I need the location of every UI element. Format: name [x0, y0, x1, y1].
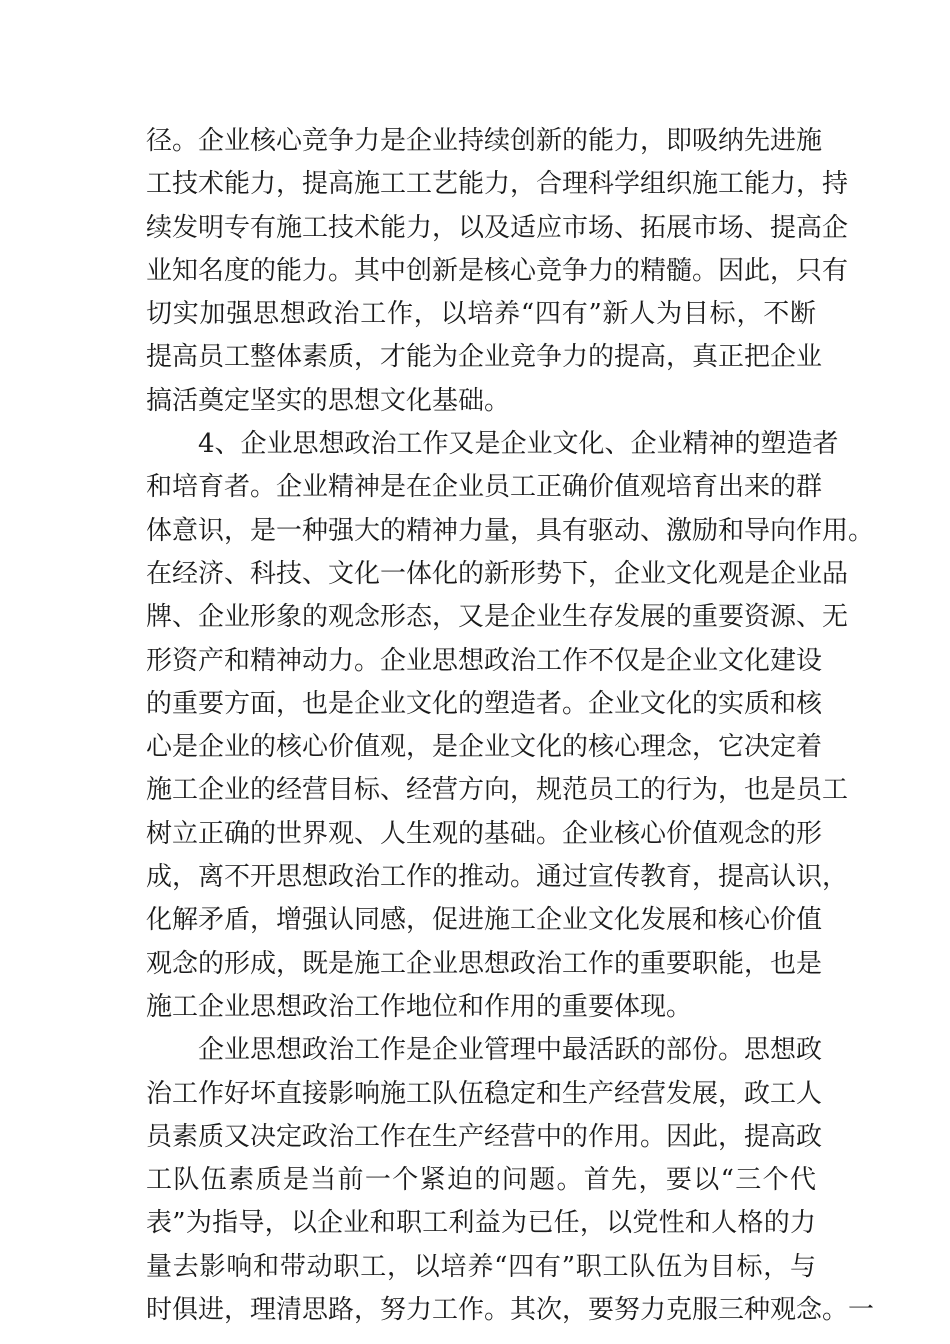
text-line: 工技术能力，提高施工工艺能力，合理科学组织施工能力，持 [146, 169, 849, 200]
text-line: 量去影响和带动职工，以培养“四有”职工队伍为目标，与 [146, 1251, 816, 1282]
text-line: 观念的形成，既是施工企业思想政治工作的重要职能，也是 [146, 948, 823, 979]
text-line: 牌、企业形象的观念形态，又是企业生存发展的重要资源、无 [146, 602, 849, 633]
text-line: 搞活奠定坚实的思想文化基础。 [146, 385, 511, 416]
document-body-text [146, 120, 875, 1332]
text-line: 切实加强思想政治工作，以培养“四有”新人为目标，不断 [146, 299, 816, 330]
text-line: 施工企业的经营目标、经营方向，规范员工的行为，也是员工 [146, 775, 849, 806]
text-line: 业知名度的能力。其中创新是核心竞争力的精髓。因此，只有 [146, 255, 849, 286]
text-line: 表”为指导，以企业和职工利益为已任，以党性和人格的力 [146, 1208, 816, 1239]
text-line: 工队伍素质是当前一个紧迫的问题。首先，要以“三个代 [146, 1165, 816, 1196]
text-line: 4、企业思想政治工作又是企业文化、企业精神的塑造者 [198, 429, 839, 460]
text-line: 径。企业核心竞争力是企业持续创新的能力，即吸纳先进施 [146, 126, 823, 156]
text-line: 在经济、科技、文化一体化的新形势下，企业文化观是企业品 [146, 558, 849, 589]
text-line: 企业思想政治工作是企业管理中最活跃的部份。思想政 [198, 1035, 823, 1066]
text-line: 施工企业思想政治工作地位和作用的重要体现。 [146, 991, 693, 1022]
text-line: 提高员工整体素质，才能为企业竞争力的提高，真正把企业 [146, 342, 823, 373]
text-line: 树立正确的世界观、人生观的基础。企业核心价值观念的形 [146, 818, 823, 849]
text-line: 化解矛盾，增强认同感，促进施工企业文化发展和核心价值 [146, 905, 823, 936]
text-line: 员素质又决定政治工作在生产经营中的作用。因此，提高政 [146, 1121, 823, 1152]
text-line: 成，离不开思想政治工作的推动。通过宣传教育，提高认识， [146, 862, 849, 893]
text-line: 和培育者。企业精神是在企业员工正确价值观培育出来的群 [146, 472, 823, 503]
text-line: 形资产和精神动力。企业思想政治工作不仅是企业文化建设 [146, 645, 823, 676]
text-line: 时俱进，理清思路，努力工作。其次，要努力克服三种观念。一 [146, 1295, 875, 1326]
text-line: 体意识，是一种强大的精神力量，具有驱动、激励和导向作用。 [146, 515, 875, 546]
text-line: 续发明专有施工技术能力，以及适应市场、拓展市场、提高企 [146, 212, 849, 243]
text-line: 的重要方面，也是企业文化的塑造者。企业文化的实质和核 [146, 688, 823, 719]
text-line: 心是企业的核心价值观，是企业文化的核心理念，它决定着 [146, 732, 823, 763]
text-line: 治工作好坏直接影响施工队伍稳定和生产经营发展，政工人 [146, 1078, 823, 1109]
